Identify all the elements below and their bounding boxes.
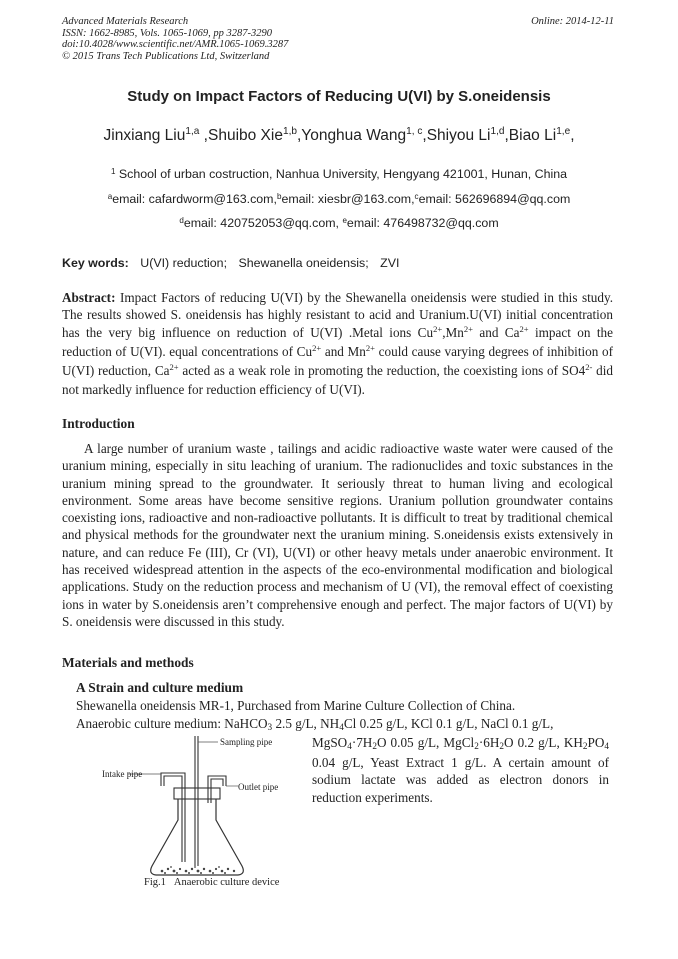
author-sep: , — [199, 127, 208, 144]
abstract-label: Abstract: — [62, 290, 116, 305]
author-name: Jinxiang Liu — [103, 127, 186, 144]
introduction-heading: Introduction — [62, 416, 135, 431]
paper-title: Study on Impact Factors of Reducing U(VI) by S.oneidensis — [127, 88, 551, 105]
copyright-line: © 2015 Trans Tech Publications Ltd, Switzerland — [62, 50, 270, 62]
author-sup: 1,d — [490, 126, 505, 138]
introduction-paragraph: A large number of uranium waste , tailings and acidic radioactive waste water were caused of the uranium mining, especially in situ leaching of uranium. The radionuclides and toxic substances in the uranium mining spread to the groundwater. It seriously threat to human living and ecological environment. Some areas have become sensitive regions. Uranium pollution groundwater contains coexisting ions, radioactive and non-radioactive pollutants. It is difficult to treat by traditional chemical and physical methods for the groundwater next the uranium mining. S.oneidensis exists extensively in nature, and can reduce Fe (III), Cr (VI), U(VI) or other heavy metals under anaerobic environment. It has received widespread attention in the aspects of the eco-environmental modification and biological applications. Study on the reduction process and mechanism of U (VI), the removal effect of coexisting ions in water by S.oneidensis aren’t comprehensive enough and perfect. The major factors of U(VI) by S. oneidensis were discussed in this study. — [62, 441, 613, 629]
flask-outline — [151, 798, 244, 875]
subscript: 3 — [267, 722, 273, 733]
email-text: email: 562696894@qq.com — [418, 192, 571, 206]
sediment-dots — [161, 866, 236, 874]
ion-charge: 2+ — [433, 323, 443, 334]
subscript: 2 — [474, 741, 479, 752]
subscript: 2 — [372, 741, 377, 752]
author-sup: 1,a — [185, 126, 200, 138]
email-sup: e — [342, 215, 347, 225]
figure-caption — [144, 877, 279, 888]
subscript: 2 — [582, 741, 588, 752]
strain-subheading: A Strain and culture medium — [76, 680, 244, 695]
methods-heading: Materials and methods — [62, 655, 194, 670]
email-sup: a — [107, 191, 113, 201]
email-text: email: 420752053@qq.com, — [183, 216, 343, 230]
author-sup: 1, c — [406, 126, 423, 138]
author-sep: , — [504, 127, 509, 144]
intake-pipe-label: Intake pipe — [102, 769, 143, 779]
sampling-pipe-label: Sampling pipe — [220, 737, 273, 747]
journal-name: Advanced Materials Research — [62, 16, 189, 27]
medium-text: O 0.05 g/L, MgCl — [376, 735, 475, 750]
medium-text: MgSO — [312, 735, 348, 750]
author-list — [0, 127, 678, 145]
medium-text: PO — [587, 735, 605, 750]
abstract-text: and Ca — [472, 324, 520, 340]
author-sup: 1,b — [282, 126, 297, 138]
abstract-text: impact on the reduction of U(VI). equal concentrations of Cu — [62, 324, 613, 359]
medium-text: 2.5 g/L, NH — [272, 716, 340, 731]
ion-charge: 2+ — [463, 323, 473, 334]
ion-charge: 2+ — [365, 343, 376, 354]
abstract-text: did not markedly influence for reduction efficiency of U(VI). — [62, 363, 613, 398]
subscript: 4 — [339, 722, 344, 733]
email-sup: d — [179, 215, 184, 225]
author-sup: 1,e — [556, 126, 571, 138]
affiliation — [0, 167, 678, 181]
medium-continued — [312, 734, 609, 806]
medium-text: Cl 0.25 g/L, KCl 0.1 g/L, NaCl 0.1 g/L, — [343, 716, 554, 731]
issn-line: ISSN: 1662-8985, Vols. 1065-1069, pp 3287-3290 — [62, 27, 272, 39]
email-sup: b — [276, 191, 282, 201]
abstract — [62, 289, 613, 399]
medium-text: ·6H — [478, 735, 500, 750]
keyword-item: U(VI) reduction; — [140, 256, 228, 270]
email-text: email: xiesbr@163.com, — [281, 192, 415, 206]
author-name: Yonghua Wang — [301, 127, 407, 144]
figure-caption-text: Anaerobic culture device — [173, 877, 280, 888]
email-line-2 — [0, 216, 678, 230]
email-sup: c — [414, 191, 419, 201]
email-line-1 — [0, 192, 678, 206]
affiliation-text: School of urban costruction, Nanhua University, Hengyang 421001, Hunan, China — [118, 167, 568, 181]
medium-text: Anaerobic culture medium: NaHCO — [76, 716, 268, 731]
subscript: 4 — [347, 741, 352, 752]
ion-charge: 2+ — [169, 362, 179, 373]
ion-charge: 2- — [585, 362, 593, 373]
keywords — [62, 256, 399, 270]
strain-line: Shewanella oneidensis MR-1, Purchased from Marine Culture Collection of China. — [76, 698, 516, 713]
author-sep: , — [570, 127, 575, 144]
author-name: Shuibo Xie — [207, 127, 283, 144]
subscript: 2 — [499, 741, 504, 752]
medium-text: O 0.2 g/L, KH — [503, 735, 583, 750]
keyword-item: Shewanella oneidensis; — [238, 256, 369, 270]
email-text: email: cafardworm@163.com, — [112, 192, 277, 206]
ion-charge: 2+ — [519, 323, 529, 334]
keyword-item: ZVI — [380, 256, 400, 270]
abstract-text: and Mn — [321, 343, 366, 359]
author-name: Biao Li — [508, 127, 557, 144]
journal-header — [62, 16, 288, 62]
abstract-text: ,Mn — [442, 324, 464, 340]
flask-stopper — [174, 788, 220, 799]
author-sep: , — [296, 127, 302, 144]
anaerobic-culture-device-figure — [98, 728, 298, 896]
author-name: Shiyou Li — [426, 127, 491, 144]
figure-number: Fig.1 — [144, 877, 166, 888]
medium-text: 0.04 g/L, Yeast Extract 1 g/L. A certain amount of sodium lactate was added as electron donors in reduction experiments. — [312, 754, 609, 805]
abstract-text: acted as a weak role in promoting the reduction, the coexisting ions of SO4 — [178, 363, 586, 379]
author-sep: , — [422, 127, 427, 144]
doi-line: doi:10.4028/www.scientific.net/AMR.1065-1069.3287 — [62, 39, 289, 50]
affiliation-sup: 1 — [110, 166, 116, 176]
ion-charge: 2+ — [312, 343, 322, 354]
medium-text: ·7H — [351, 735, 373, 750]
keywords-label: Key words: — [62, 256, 129, 270]
abstract-text: Impact Factors of reducing U(VI) by the Shewanella oneidensis were studied in this study. The results showed S. oneidensis has highly resistant to acid and Uranium.U(VI) initial concentration has the very big influence on reduction of U(VI) .Metal ions Cu — [62, 290, 613, 340]
outlet-pipe-label: Outlet pipe — [238, 782, 279, 792]
abstract-text: could cause varying degrees of inhibition of U(VI) reduction, Ca — [62, 343, 613, 379]
online-date: Online: 2014-12-11 — [531, 16, 614, 27]
email-text: email: 476498732@qq.com — [346, 216, 499, 230]
subscript: 4 — [604, 741, 609, 752]
